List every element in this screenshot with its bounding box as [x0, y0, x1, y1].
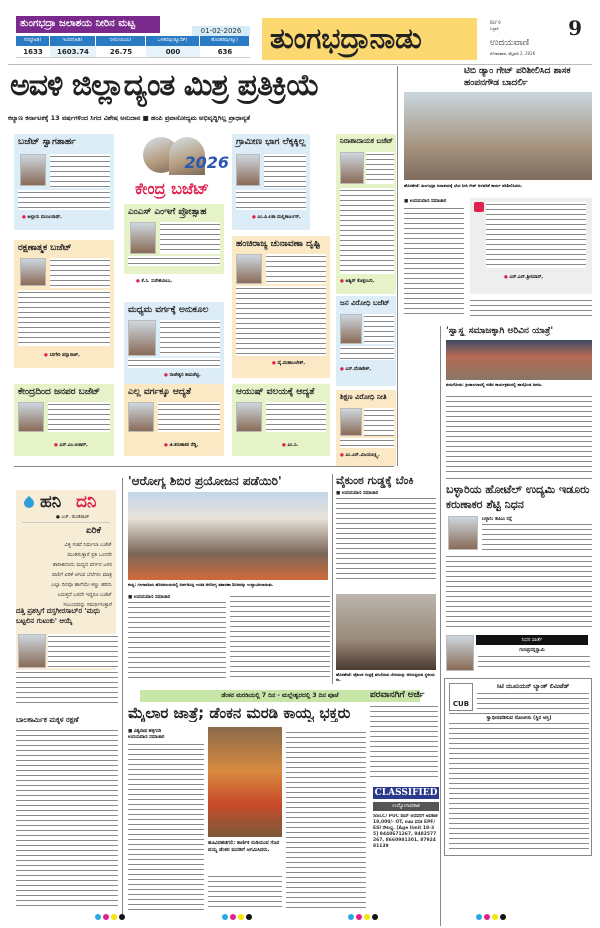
devotee-photo: [208, 727, 282, 837]
portrait-photo: [448, 516, 478, 550]
quote-text: [486, 202, 586, 268]
byline: ● ಕೆ.ಸಿ. ಸುರೇಶಬಾಬು,: [136, 279, 173, 284]
body-text: [364, 314, 394, 344]
datta-headline: ದತ್ತಿ ಪ್ರಶಸ್ತಿಗೆ ದಸ್ತಗೀರಸಾಬ್‌ರ 'ಮಧು ಬಟ್ಟಲಿನ ಗುಟುಕು' ಆಯ್ಕೆ: [16, 607, 101, 625]
body-text: [18, 290, 110, 346]
bank-address: [477, 691, 589, 709]
box-title: ಕೇಂದ್ರದಿಂದ ಜನಪರ ಬಜೆಟ್: [18, 387, 100, 397]
portrait-photo: [340, 408, 362, 436]
black-mark: [500, 914, 506, 920]
water-level-table: [16, 36, 250, 58]
wl-header: ಒಳಹರಿವು(ಕ್ಯೂಸೆಕ್): [146, 36, 200, 46]
box-title: ಎಲ್ಲ ವರ್ಗಕ್ಕೂ ಆದ್ಯತೆ: [128, 387, 192, 397]
byline: ● ಸಿರಿಗೇರಿ ಪನ್ನಾರಾಜ್,: [44, 353, 80, 358]
cyan-mark: [95, 914, 101, 920]
opinion-box: [124, 302, 224, 384]
devotee-caption: ಹೂವಿನಹಡಗಲಿ: ಕಾರ್ಣಿಕ ನುಡಿಯುವ ಗೊರವಯ್ಯ ಡೆಂಕನ ಮರಡಿಗೆ ಆಗಮಿಸಿದರು.: [208, 840, 280, 853]
health-story-headline: 'ಸ್ವಾಸ್ಥ್ಯ ಸಮಾಜಕ್ಕಾಗಿ ಅರಿವಿನ ಯಾತ್ರೆ': [446, 326, 554, 336]
byline: ● ಎಂ.ಸಿ.: [282, 443, 299, 448]
wl-value: 636: [200, 46, 250, 58]
body-text: [160, 320, 220, 356]
portrait-photo: [20, 154, 46, 186]
byline: ● ಎಸ್.ವೆಂಕಟೇಶ್,: [340, 367, 372, 372]
health-camp-headline: 'ಆರೋಗ್ಯ ಶಿಬಿರ ಪ್ರಯೋಜನ ಪಡೆಯಿರಿ': [128, 474, 282, 488]
body-text: [366, 152, 394, 184]
body-text: [482, 522, 592, 552]
divider: [446, 478, 592, 479]
body-text: [264, 154, 306, 188]
water-level-title: ತುಂಗಭದ್ರಾ ಜಲಾಶಯ ನೀರಿನ ಮಟ್ಟ: [16, 16, 160, 33]
opinion-box: [14, 134, 114, 230]
box-title: ಬಜೆಟ್ ಸ್ವಾಗತಾರ್ಹ: [18, 137, 76, 147]
byline: ● ರಾಜೇಶ್ವರಿ ಕಾಮಶೆಟ್ಟಿ,: [164, 373, 201, 378]
body-text: [340, 346, 394, 360]
cyan-mark: [476, 914, 482, 920]
black-mark: [246, 914, 252, 920]
bank-name: ಸಿಟಿ ಯೂನಿಯನ್ ಬ್ಯಾಂಕ್ ಲಿಮಿಟೆಡ್: [496, 683, 570, 690]
obituary-subtitle: ಗುರುಪ್ರಸನ್ನಸ್ವಾಮಿ: [519, 648, 545, 653]
body-text: [48, 634, 118, 668]
box-title: ಮಧ್ಯಮ ವರ್ಗಕ್ಕೆ ಅನುಕೂಲ: [128, 305, 209, 315]
poem-text: ವಿತ್ತ ಸಚಿವೆ ನಿರ್ಮಲಾ ಬಜೆಟ್ ಮಂಡಿಸುತ್ತಾರೆ ಪ್ರತಿ ಒಂದನೇ ತಾರೀಖಿನಂದು ಮಧ್ಯದ ವರ್ಗದ ಜನರ ಪಾಲಿಗೆ ಏರಿಕೆ ಆಗುವ ಬೆಲೆಗಳು ಮಾತ್ರ ಎಲ್ಲಾ ದಿನವೂ ಹಾಗೆಯೇ ಕಣ್ಣು ಹರಿದು ಬರುತ್ತದೆ ಬರದೇ ಇದ್ದರೂ ಬಜೆಟ್ ಸಂಬಂಧವನ್ನು ಸಮರ್ಥಿಸುತ್ತಾರೆ: [51, 542, 112, 608]
yellow-mark: [238, 914, 244, 920]
tb-dam-headline: ಟಿಬಿ ಡ್ಯಾಂ ಗೇಟ್ ಪರಿಶೀಲಿಸಿದ ಶಾಸಕ ಹಂಪನಗೌಡ ಬಾದರ್ಲಿ: [464, 66, 571, 88]
edition-block: [484, 18, 584, 60]
body-text: [128, 256, 220, 266]
dateline: ಉದಯವಾಣಿ ಸಮಾಚಾರ: [128, 735, 165, 740]
portrait-photo: [236, 254, 262, 284]
box-title: ಜನ ವಿರೋಧಿ ಬಜೆಟ್: [340, 299, 390, 307]
byline: ● ಎಂ.ಎನ್.ವಿಜಯಲಕ್ಷ್ಮಿ,: [340, 453, 380, 458]
byline: ● ಜಿ.ಕರುಣಾಕರ ರೆಡ್ಡಿ,: [164, 443, 199, 448]
byline: ● ಅಲ್ಲಾರು ಮಂಜುನಾಥ್,: [22, 215, 62, 220]
wl-header: ಗರಿಷ್ಠ(ಅಡಿ): [16, 36, 50, 46]
droplet-icon: [22, 496, 36, 510]
box-title: ಶಿಕ್ಷಣ ವಿರೋಧಿ ನೀತಿ: [340, 393, 387, 401]
wl-header: ನೀರು(ಟಿಎಂಸಿ): [96, 36, 146, 46]
body-text: [48, 402, 110, 432]
opinion-box: [124, 204, 224, 274]
column-title-part2: ದನಿ: [76, 492, 97, 512]
mailar-strip: ಡೆಂಕನ ಮರಡಿಯಲ್ಲಿ 7 ದಿನ - ಮಲ್ಲೇಶ್ವರದಲ್ಲಿ 3 ದಿನ ಪೂಜೆ: [140, 690, 420, 702]
wl-header: ಇಂದಿನ(ಅಡಿ): [50, 36, 96, 46]
classified-text: SSLC/ PUC ಪಾಸ್ ಆದವರಿಗೆ ಅವಕಾಶ 18,000/- OT, ಊಟ ವಸತಿ EPF/ ESI ಸೌಲಭ್ಯ. [Age limit 18-35] 9448671267, 9482577267, 8660981301, 8792481139: [373, 814, 438, 849]
body-text: [16, 670, 118, 706]
opinion-box: [336, 296, 396, 386]
brand-name: ಉದಯವಾಣಿ: [490, 38, 530, 48]
body-text: [158, 402, 220, 432]
magenta-mark: [230, 914, 236, 920]
portrait-photo: [340, 314, 362, 344]
column-divider: [440, 326, 441, 926]
vaikuntha-headline: ವೈಕುಂಠ ಗುಡ್ಡಕ್ಕೆ ಬೆಂಕಿ: [336, 474, 414, 487]
wl-header: ಹೊರಹರಿವು(ಕ್ಯೂ): [200, 36, 250, 46]
magenta-mark: [356, 914, 362, 920]
portrait-photo: [340, 152, 364, 184]
event-caption: ಕುರುಗೋಡು: ಕ್ರೀಡಾಂಗಣದಲ್ಲಿ ನಡೆದ ಕಾರ್ಯಕ್ರಮದಲ್ಲಿ ಪಾಲ್ಗೊಂಡ ಜನರು.: [446, 382, 543, 387]
box-title: ಗ್ರಾಮೀಣ ಭಾಗ ಲೆಕ್ಕಕ್ಕಿಲ್ಲ: [236, 137, 306, 147]
opinion-box: [336, 390, 396, 466]
black-mark: [372, 914, 378, 920]
body-text: [50, 258, 110, 288]
body-text: [364, 408, 394, 436]
body-text: [340, 188, 394, 274]
opinion-box: [124, 384, 224, 456]
water-level-date: 01-02-2026: [192, 26, 250, 36]
opinion-box: [14, 240, 114, 368]
magenta-mark: [484, 914, 490, 920]
body-text: [16, 728, 118, 908]
yellow-mark: [111, 914, 117, 920]
byline: ● ಎನ್.ಎನ್.ಶ್ರೀನಿವಾಸ್,: [504, 275, 544, 280]
body-text: [478, 654, 590, 670]
body-text: [230, 594, 330, 680]
byline: ● ಎಸ್.ಎಂ.ಆಚಾರ್,: [54, 443, 88, 448]
column-author: ● ಎಚ್. ಡುಂಡಿರಾಜ್: [56, 515, 90, 520]
body-text: [128, 600, 226, 680]
portrait-photo: [130, 222, 156, 254]
box-title: ನಿರಾಶಾದಾಯಕ ಬಜೆಟ್: [340, 137, 394, 145]
body-text: [370, 704, 438, 780]
dam-photo: [404, 92, 592, 180]
opinion-box: [336, 134, 396, 294]
body-text: [266, 254, 326, 284]
divider: [22, 522, 110, 523]
body-text: [236, 190, 306, 210]
obit-headline: ಬಳ್ಳಾರಿಯ ಹೋಟೆಲ್ ಉದ್ಯಮಿ ಇಡೂರು ಕರುಣಾಕರ ಶೆಟ್ಟಿ ನಿಧನ: [446, 483, 590, 511]
cyan-mark: [348, 914, 354, 920]
body-text: [208, 874, 282, 910]
yellow-mark: [364, 914, 370, 920]
obituary-title: ನಿಧನ ವಾರ್ತೆ: [476, 635, 588, 645]
portrait-photo: [446, 635, 474, 671]
child-labour-headline: ಬಾಲಕಾರ್ಮಿಕ ಮಕ್ಕಳ ರಕ್ಷಣೆ: [16, 716, 79, 724]
portrait-photo: [128, 402, 154, 432]
wl-value: 1633: [16, 46, 50, 58]
column-divider: [332, 474, 333, 684]
bank-logo: CUB: [449, 683, 473, 711]
box-title: ಎಂಎಸ್ ಎಂಇಗೆ ಪ್ರೋತ್ಸಾಹ: [128, 207, 207, 217]
classified-label: CLASSIFIED: [374, 788, 438, 798]
body-text: [128, 358, 220, 368]
cyan-mark: [222, 914, 228, 920]
classified-section: ಉದ್ಯೋಗಾವಕಾಶ: [373, 802, 439, 811]
opinion-box: [232, 236, 330, 378]
dam-caption: ಹೊಸಪೇಟೆ: ತುಂಗಭದ್ರಾ ಜಲಾಶಯಕ್ಕೆ ಭೇಟಿ ನೀಡಿ ಗೇಟ್ ಅಳವಡಿಕೆ ಕಾರ್ಯ ಪರಿಶೀಲಿಸಿದರು.: [404, 183, 523, 188]
yellow-mark: [492, 914, 498, 920]
wl-value: 000: [146, 46, 200, 58]
divider: [14, 466, 394, 467]
byline: ● ಅಶ್ವಿನ್ ಕೊತ್ತಂಬರಿ,: [340, 279, 375, 284]
opinion-box: [232, 384, 330, 456]
author: ■ ವಿಶ್ವನಾಥ ಹಳ್ಳಿಗುಡಿ: [128, 729, 162, 734]
opinion-box: [232, 134, 310, 230]
budget-logo: [133, 135, 231, 198]
issue-date: ಸೋಮವಾರ, ಫೆಬ್ರವರಿ 2, 2026: [490, 51, 536, 56]
budget-label: ಕೇಂದ್ರ ಬಜೆಟ್: [135, 179, 210, 198]
column-divider: [122, 478, 123, 918]
opinion-box: [14, 384, 114, 456]
edition-code: BLY 9: [490, 20, 501, 25]
body-text: [286, 730, 366, 910]
box-title: ಆಯುಷ್ ವಲಯಕ್ಕೆ ಆದ್ಯತೆ: [236, 387, 315, 397]
notice-text: [449, 721, 589, 851]
column-divider: [397, 66, 398, 466]
portrait-photo: [128, 320, 156, 356]
lead-subhead: ಕಲ್ಯಾಣ ಕರ್ನಾಟಕಕ್ಕೆ 13 ವರ್ಷಗಳಿಂದ ಸಿಗದ ವಿಶೇಷ ಅನುದಾನ ■ ಹಂಪಿ ಪ್ರವಾಸೋದ್ಯಮ ಅಭಿವೃದ್ಧಿಗಿಲ್ಲ ಪ್ರಾಧಾನ್ಯತೆ: [8, 114, 251, 122]
fire-photo: [336, 594, 436, 670]
portrait-photo: [236, 402, 262, 432]
black-mark: [119, 914, 125, 920]
event-photo: [446, 340, 592, 380]
fire-caption: ಹೊಸಪೇಟೆ: ವೈಕುಂಠ ಗುಡ್ಡಕ್ಕೆ ತಗುಲಿರುವ ಬೆಂಕಿಯನ್ನು ಆರಿಸುತ್ತಿರುವ ಸ್ಥಳೀಯರು.: [336, 672, 435, 682]
portrait-photo: [18, 634, 46, 668]
masthead-title: ತುಂಗಭದ್ರಾನಾಡು: [262, 18, 477, 60]
body-text: [470, 298, 592, 320]
page-number: 9: [568, 16, 582, 40]
dateline: ■ ಉದಯವಾಣಿ ಸಮಾಚಾರ: [336, 491, 379, 496]
mailar-headline: ಮೈಲಾರ ಜಾತ್ರೆ; ಡೆಂಕನ ಮರಡಿ ಕಾಯ್ವ ಭಕ್ತರು: [128, 704, 351, 722]
bank-ad: [444, 678, 592, 856]
poem-title: ಏರಿಕೆ: [86, 526, 101, 536]
dateline: ■ ಉದಯವಾಣಿ ಸಮಾಚಾರ: [404, 199, 447, 204]
body-text: [160, 222, 220, 254]
body-text: [446, 554, 592, 630]
lead-headline: ಅವಳಿ ಜಿಲ್ಲಾದ್ಯಂತ ಮಿಶ್ರ ಪ್ರತಿಕ್ರಿಯೆ: [10, 68, 319, 103]
portrait-photo: [236, 154, 260, 186]
byline: ● ಎಂ.ಪಿ.ಲತಾ ಮಲ್ಲಿಕಾರ್ಜುನ್,: [252, 215, 301, 220]
health-camp-photo: [128, 492, 328, 580]
health-camp-caption: ಕಂಪ್ಲಿ: ಗಂಗಾವತಿಯ ಹೊರವಲಯದಲ್ಲಿ ಏರ್ಪಡಿಸಿದ್ದ ಉಚಿತ ಆರೋಗ್ಯ ತಪಾಸಣಾ ಶಿಬಿರವನ್ನು ಉದ್ಘಾಟಿಸಲಾಯಿತು.: [128, 582, 274, 587]
dateline: ■ ಉದಯವಾಣಿ ಸಮಾಚಾರ: [128, 595, 171, 600]
column-title-part1: ಹನಿ: [40, 492, 62, 512]
body-text: [340, 438, 394, 448]
wl-value: 26.75: [96, 46, 146, 58]
dateline: ಬಳ್ಳಾರಿ: ಕಟಿಎಂ ರಸ್ತೆ: [482, 517, 512, 522]
body-text: [404, 206, 464, 316]
body-text: [236, 286, 326, 356]
box-title: ರಕ್ಷಣಾತ್ಮಕ ಬಜೆಟ್: [18, 243, 72, 253]
magenta-mark: [103, 914, 109, 920]
honi-dani-column: [16, 490, 116, 700]
portrait-photo: [20, 258, 46, 286]
thumbs-up-icon: [474, 202, 484, 212]
edition-name: ಬಳ್ಳಾರಿ: [490, 26, 499, 31]
petition-headline: ಪರವಾನಗಿಗೆ ಅರ್ಜಿ: [370, 690, 425, 700]
body-text: [266, 402, 326, 432]
body-text: [128, 742, 204, 910]
notice-title: ಸ್ವಾಧೀನಪಡಿಸುವ ನೋಟೀಸು (ಸ್ಥಿರ ಆಸ್ತಿ): [449, 713, 589, 721]
body-text: [446, 394, 592, 474]
quote-box: [470, 198, 592, 294]
box-title: ಹಂಚಿರಾಜ್ಯ ಚುನಾವಣಾ ದೃಷ್ಟಿ: [236, 239, 321, 249]
budget-year: 2026: [184, 153, 229, 172]
portrait-photo: [18, 402, 44, 432]
body-text: [18, 190, 110, 210]
body-text: [336, 496, 436, 580]
byline: ● ವೈ.ಮಹಾಬಲೇಶ್,: [272, 361, 306, 366]
body-text: [50, 154, 110, 188]
wl-value: 1603.74: [50, 46, 96, 58]
